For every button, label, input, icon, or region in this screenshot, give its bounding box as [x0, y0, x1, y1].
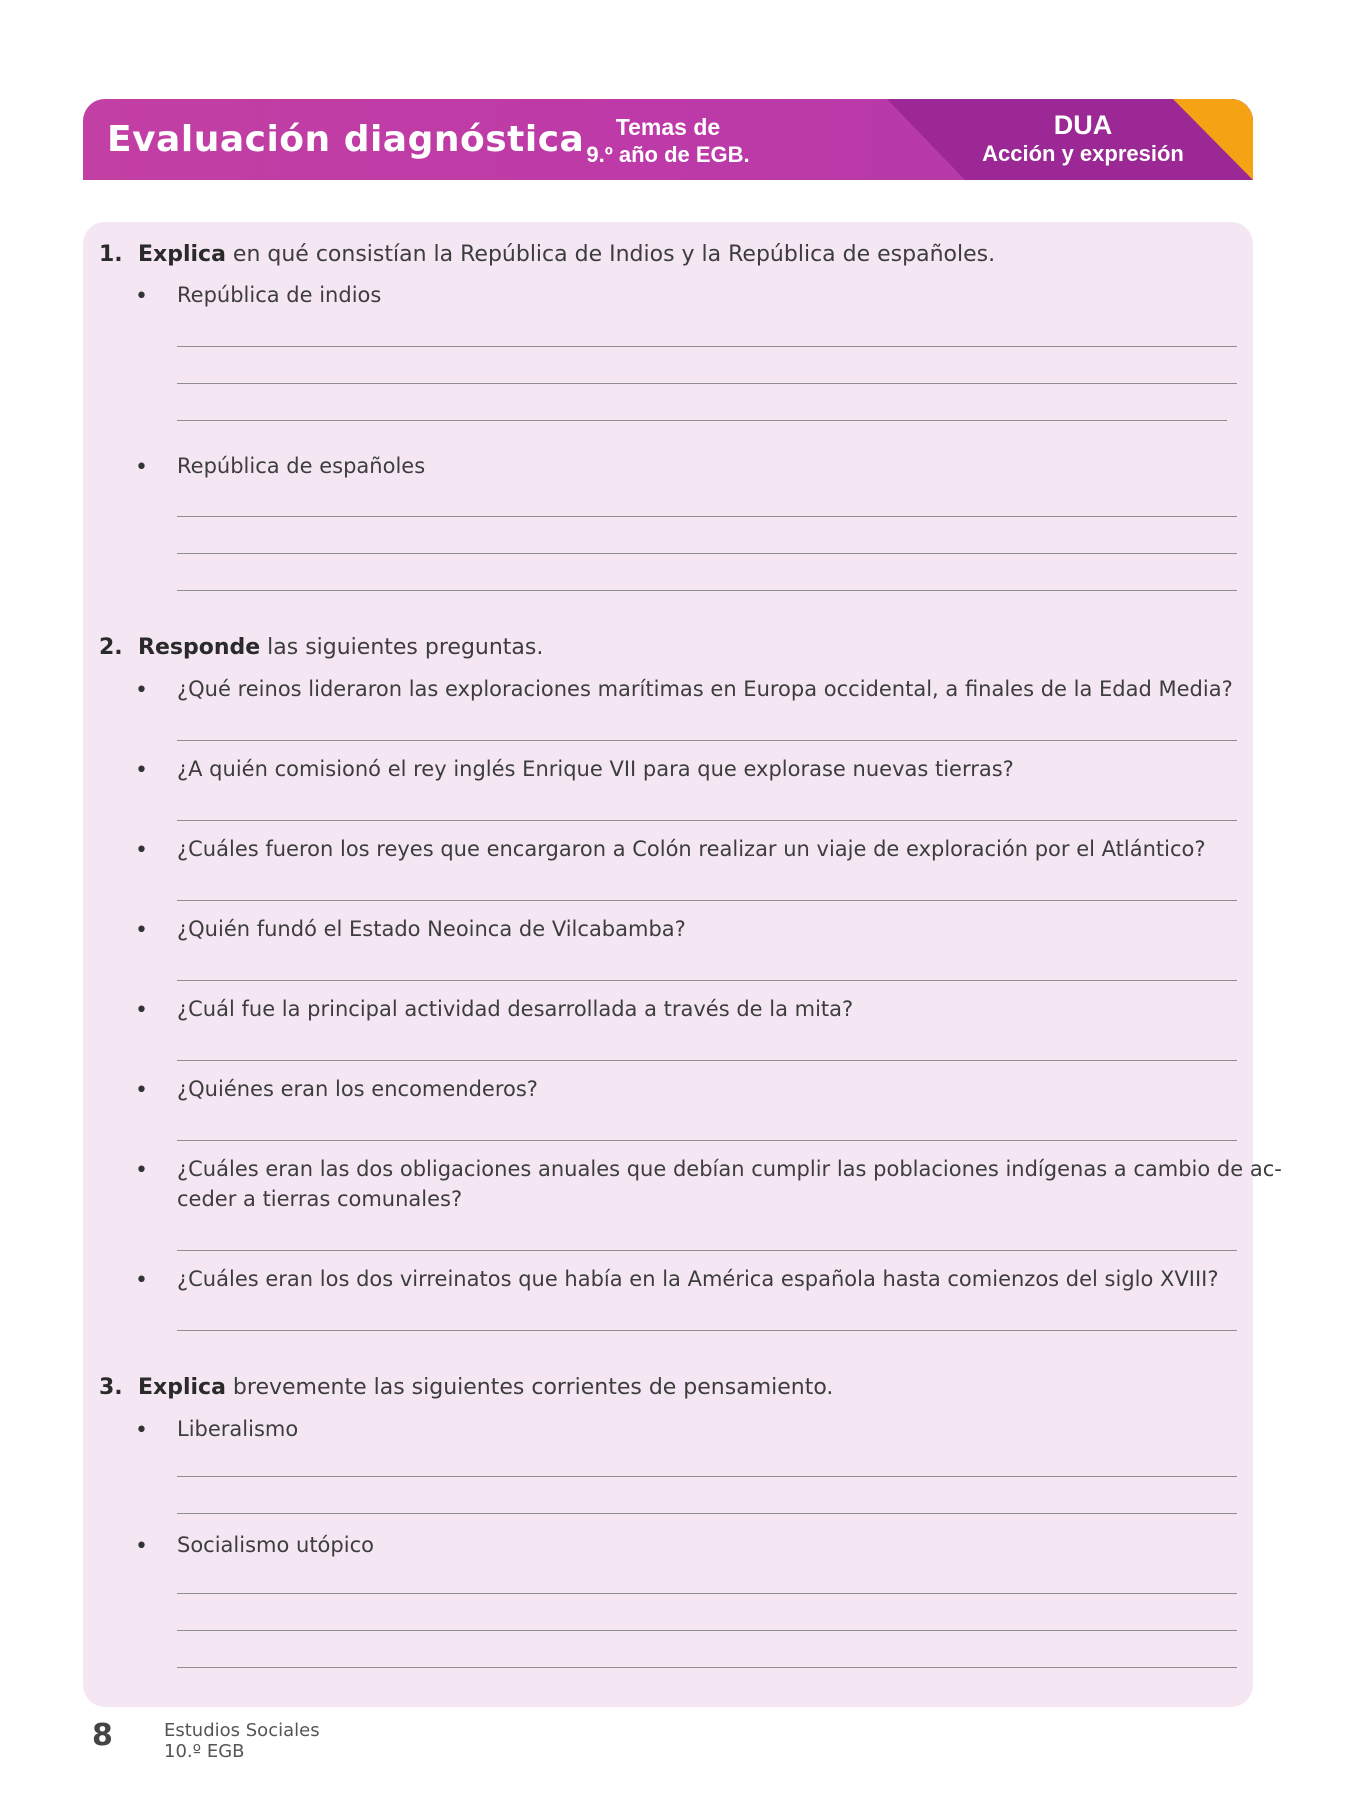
q2-item-8: ¿Cuáles eran los dos virreinatos que había en la América española hasta comienzos del siglo XVIII?: [177, 1267, 1219, 1291]
q2-item-2: ¿A quién comisionó el rey inglés Enrique VII para que explorase nuevas tierras?: [177, 757, 1014, 781]
answer-line[interactable]: [177, 1593, 1237, 1594]
q2-prompt: [138, 635, 543, 660]
bullet-icon: •: [135, 1078, 148, 1103]
answer-line[interactable]: [177, 740, 1237, 741]
answer-line[interactable]: [177, 1513, 1237, 1514]
q1-verb: Explica: [138, 242, 226, 267]
footer-caption: [164, 1720, 320, 1762]
answer-line[interactable]: [177, 516, 1237, 517]
q2-item-3: ¿Cuáles fueron los reyes que encargaron a Colón realizar un viaje de exploración por el Atlántico?: [177, 837, 1206, 861]
answer-line[interactable]: [177, 820, 1237, 821]
bullet-icon: •: [135, 1534, 148, 1559]
bullet-icon: •: [135, 1268, 148, 1293]
q3-prompt: [138, 1375, 833, 1400]
answer-line[interactable]: [177, 1330, 1237, 1331]
footer-grade: 10.º EGB: [164, 1741, 245, 1762]
bullet-icon: •: [135, 838, 148, 863]
bullet-icon: •: [135, 758, 148, 783]
q2-item-5: ¿Cuál fue la principal actividad desarrollada a través de la mita?: [177, 997, 854, 1021]
q3-number: 3.: [99, 1375, 123, 1400]
bullet-icon: •: [135, 1418, 148, 1443]
q2-item-4: ¿Quién fundó el Estado Neoinca de Vilcabamba?: [177, 917, 686, 941]
answer-line[interactable]: [177, 1630, 1237, 1631]
q2-verb: Responde: [138, 635, 261, 660]
q3-item-2: Socialismo utópico: [177, 1533, 374, 1557]
footer-subject: Estudios Sociales: [164, 1720, 320, 1741]
answer-line[interactable]: [177, 1060, 1237, 1061]
q3-item-1: Liberalismo: [177, 1417, 299, 1441]
page-header: [83, 99, 1253, 180]
answer-line[interactable]: [177, 590, 1237, 591]
answer-line[interactable]: [177, 1140, 1237, 1141]
bullet-icon: •: [135, 1158, 148, 1183]
q2-item-7-line-1: ¿Cuáles eran las dos obligaciones anuales que debían cumplir las poblaciones indígenas a cambio de ac-: [177, 1157, 1282, 1181]
q2-item-6: ¿Quiénes eran los encomenderos?: [177, 1077, 538, 1101]
temas-line-1: Temas de: [615, 114, 721, 140]
q2-number: 2.: [99, 635, 123, 660]
q3-text: brevemente las siguientes corrientes de pensamiento.: [225, 1375, 834, 1400]
answer-line[interactable]: [177, 1667, 1237, 1668]
q2-item-1: ¿Qué reinos lideraron las exploraciones marítimas en Europa occidental, a finales de la Edad Media?: [177, 677, 1233, 701]
q1-item-1: República de indios: [177, 283, 382, 307]
answer-line[interactable]: [177, 346, 1237, 347]
dua-title: DUA: [1053, 110, 1113, 140]
bullet-icon: •: [135, 998, 148, 1023]
q1-item-2: República de españoles: [177, 454, 426, 478]
answer-line[interactable]: [177, 1476, 1237, 1477]
q2-text: las siguientes preguntas.: [260, 635, 544, 660]
question-panel: [83, 222, 1282, 1707]
q1-text: en qué consistían la República de Indios y la República de españoles.: [225, 242, 996, 267]
dua-subtitle: Acción y expresión: [982, 141, 1184, 166]
answer-line[interactable]: [177, 553, 1237, 554]
temas-label: [583, 113, 753, 169]
q3-verb: Explica: [138, 1375, 226, 1400]
q1-prompt: [138, 242, 995, 267]
page-number: 8: [92, 1718, 113, 1753]
answer-line[interactable]: [177, 900, 1237, 901]
bullet-icon: •: [135, 678, 148, 703]
answer-line[interactable]: [177, 383, 1237, 384]
dua-label: [963, 110, 1203, 168]
answer-line[interactable]: [177, 420, 1227, 421]
temas-line-2: 9.º año de EGB.: [586, 142, 750, 167]
answer-line[interactable]: [177, 1250, 1237, 1251]
answer-line[interactable]: [177, 980, 1237, 981]
bullet-icon: •: [135, 455, 148, 480]
page-title: Evaluación diagnóstica: [107, 119, 585, 160]
q1-number: 1.: [99, 242, 123, 267]
bullet-icon: •: [135, 284, 148, 309]
bullet-icon: •: [135, 918, 148, 943]
q2-item-7-line-2: ceder a tierras comunales?: [177, 1187, 463, 1211]
